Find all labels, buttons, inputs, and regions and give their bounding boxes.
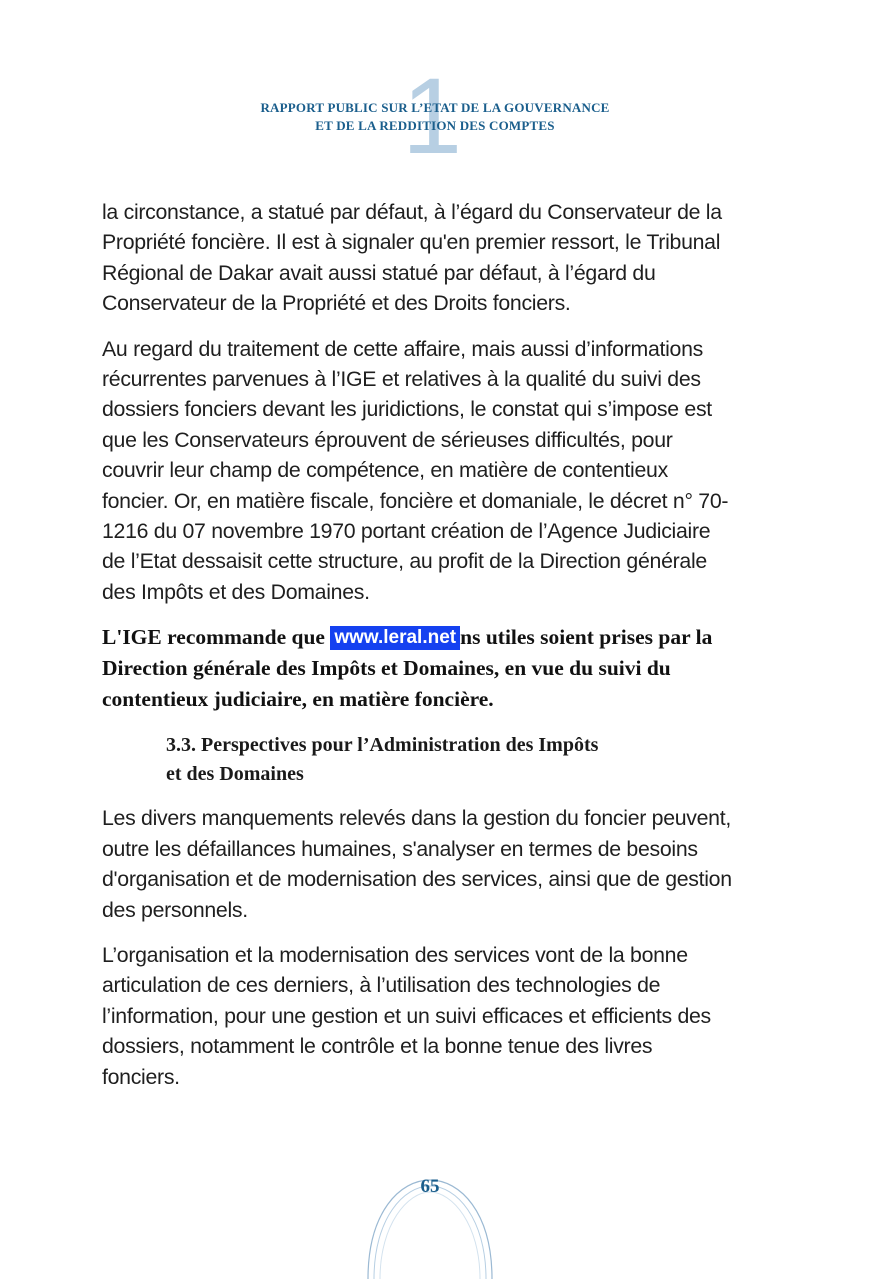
page-number: 65 (420, 1176, 440, 1197)
section-heading-line1: 3.3. Perspectives pour l’Administration des Impôts (166, 734, 599, 757)
recommendation-start: L'IGE recommande que (102, 625, 331, 650)
section-heading-line2: et des Domaines (166, 763, 304, 786)
section-heading (166, 731, 734, 789)
paragraph-3: Les divers manquements relevés dans la gestion du foncier peuvent, outre les défaillances humaines, s'analyser en termes de besoins d'organisation et de modernisation des services, ainsi que de gestion des personnels. (102, 806, 732, 922)
recommendation (102, 622, 734, 715)
page-body (102, 197, 734, 1107)
chapter-number: 1 (401, 55, 463, 176)
report-title-line2: ET DE LA REDDITION DES COMPTES (315, 118, 555, 133)
report-title-line1: RAPPORT PUBLIC SUR L’ETAT DE LA GOUVERNANCE (260, 100, 610, 115)
paragraph-2: Au regard du traitement de cette affaire, mais aussi d’informations récurrentes parvenues à l’IGE et relatives à la qualité du suivi des dossiers fonciers devant les juridictions, le constat qui s’impose est que les Conservateurs éprouvent de sérieuses difficultés, pour couvrir leur champ de compétence, en matière de contentieux foncier. Or, en matière fiscale, foncière et domaniale, le décret n° 70-1216 du 07 novembre 1970 portant création de l’Agence Judiciaire de l’Etat dessaisit cette structure, au profit de la Direction générale des Impôts et des Domaines. (102, 336, 729, 604)
paragraph-4: L’organisation et la modernisation des services vont de la bonne articulation de ces derniers, à l’utilisation des technologies de l’information, pour une gestion et un suivi efficaces et efficients des dossiers, notamment le contrôle et la bonne tenue des livres fonciers. (102, 942, 711, 1089)
page-header (0, 55, 870, 176)
paragraph-1: la circonstance, a statué par défaut, à l’égard du Conservateur de la Propriété foncière. Il est à signaler qu'en premier ressort, le Tribunal Régional de Dakar avait aussi statué par défaut, à l’égard du Conservateur de la Propriété et des Droits fonciers. (102, 200, 722, 316)
watermark-link[interactable]: www.leral.net (330, 626, 460, 650)
page-footer (360, 1172, 500, 1279)
recommendation-end: ns utiles soient prises par la Direction générale des Impôts et Domaines, en vue du suivi du contentieux judiciaire, en matière foncière. (102, 625, 713, 712)
